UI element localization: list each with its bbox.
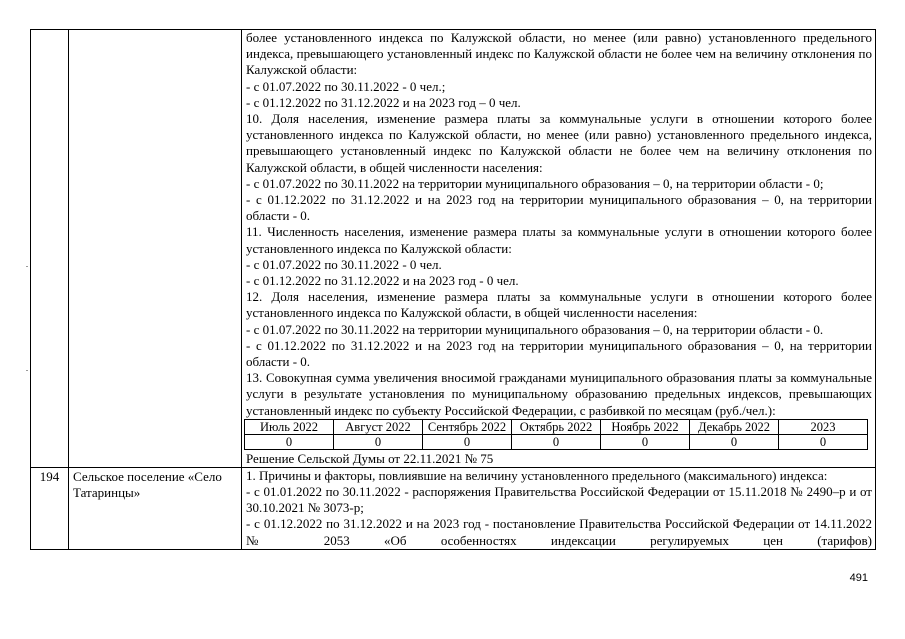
paragraph: 13. Совокупная сумма увеличения вносимой гражданами муниципального образования платы за коммунальные услуги в результате установления по муниципальному образованию предельных индексов, превышающих установленный индекс по субъекту Российской Федерации, с разбивкой по месяцам (руб./чел.):	[246, 370, 872, 418]
municipal-table	[30, 29, 876, 550]
table-row	[31, 30, 876, 468]
scan-mark	[26, 370, 28, 371]
month-value: 0	[423, 434, 512, 449]
paragraph: - с 01.12.2022 по 31.12.2022 и на 2023 год на территории муниципального образования – 0, на территории области - 0.	[246, 192, 872, 224]
paragraph: 1. Причины и факторы, повлиявшие на величину установленного предельного (максимального) индекса:	[246, 467, 828, 483]
row-number-cell: 194	[31, 467, 69, 549]
description-cell	[242, 30, 876, 468]
scan-mark	[26, 266, 28, 267]
paragraph: - с 01.12.2022 по 31.12.2022 и на 2023 год - постановление Правительства Российской Федерации от 14.11.2022 № 2053 «Об особенностях индексации регулируемых цен (тарифов)	[246, 516, 872, 548]
month-value: 0	[512, 434, 601, 449]
month-header: 2023	[779, 419, 868, 434]
month-value: 0	[779, 434, 868, 449]
month-value: 0	[601, 434, 690, 449]
paragraph: - с 01.07.2022 по 30.11.2022 - 0 чел.	[246, 256, 442, 272]
row-number-cell	[31, 30, 69, 468]
paragraph: 10. Доля населения, изменение размера платы за коммунальные услуги в отношении которого более установленного индекса по Калужской области, но менее (или равно) установленного предельного индекса, превышающего установленный индекс по Калужской области не более чем на величину отклонения по Калужской области, в общей численности населения:	[246, 111, 872, 175]
month-header: Сентябрь 2022	[423, 419, 512, 434]
table-row	[31, 467, 876, 549]
paragraph: - с 01.12.2022 по 31.12.2022 и на 2023 год - 0 чел.	[246, 273, 519, 289]
month-header: Октябрь 2022	[512, 419, 601, 434]
paragraph: - с 01.01.2022 по 30.11.2022 - распоряжения Правительства Российской Федерации от 15.11.2018 № 2490–р и от 30.10.2021 № 3073-р;	[246, 484, 872, 516]
month-header: Август 2022	[334, 419, 423, 434]
municipality-name-cell	[69, 30, 242, 468]
paragraph: - с 01.12.2022 по 31.12.2022 и на 2023 год на территории муниципального образования – 0, на территории области - 0.	[246, 337, 872, 370]
paragraph: - с 01.07.2022 по 30.11.2022 - 0 чел.;	[246, 78, 446, 94]
paragraph: 11. Численность населения, изменение размера платы за коммунальные услуги в отношении которого более установленного индекса по Калужской области:	[246, 224, 872, 256]
paragraph: 12. Доля населения, изменение размера платы за коммунальные услуги в отношении которого более установленного индекса по Калужской области, в общей численности населения:	[246, 289, 872, 321]
paragraph: - с 01.12.2022 по 31.12.2022 и на 2023 год – 0 чел.	[246, 94, 521, 110]
month-header: Ноябрь 2022	[601, 419, 690, 434]
month-header: Июль 2022	[245, 419, 334, 434]
paragraph: - с 01.07.2022 по 30.11.2022 на территории муниципального образования – 0, на территории области - 0;	[246, 175, 824, 191]
decision-reference: Решение Сельской Думы от 22.11.2021 № 75	[246, 450, 494, 466]
months-header-row	[245, 419, 868, 434]
months-value-row	[245, 434, 868, 449]
document-page	[30, 29, 876, 550]
monthly-amounts-table	[244, 419, 868, 450]
month-value: 0	[690, 434, 779, 449]
page-number: 491	[849, 572, 868, 584]
paragraph: более установленного индекса по Калужской области, но менее (или равно) установленного предельного индекса, превышающего установленный индекс по Калужской области не более чем на величину отклонения по Калужской области:	[246, 30, 872, 78]
description-cell	[242, 467, 876, 549]
month-value: 0	[245, 434, 334, 449]
month-value: 0	[334, 434, 423, 449]
paragraph: - с 01.07.2022 по 30.11.2022 на территории муниципального образования – 0, на территории области - 0.	[246, 321, 824, 337]
month-header: Декабрь 2022	[690, 419, 779, 434]
municipality-name-cell: Сельское поселение «Село Татаринцы»	[69, 467, 242, 549]
